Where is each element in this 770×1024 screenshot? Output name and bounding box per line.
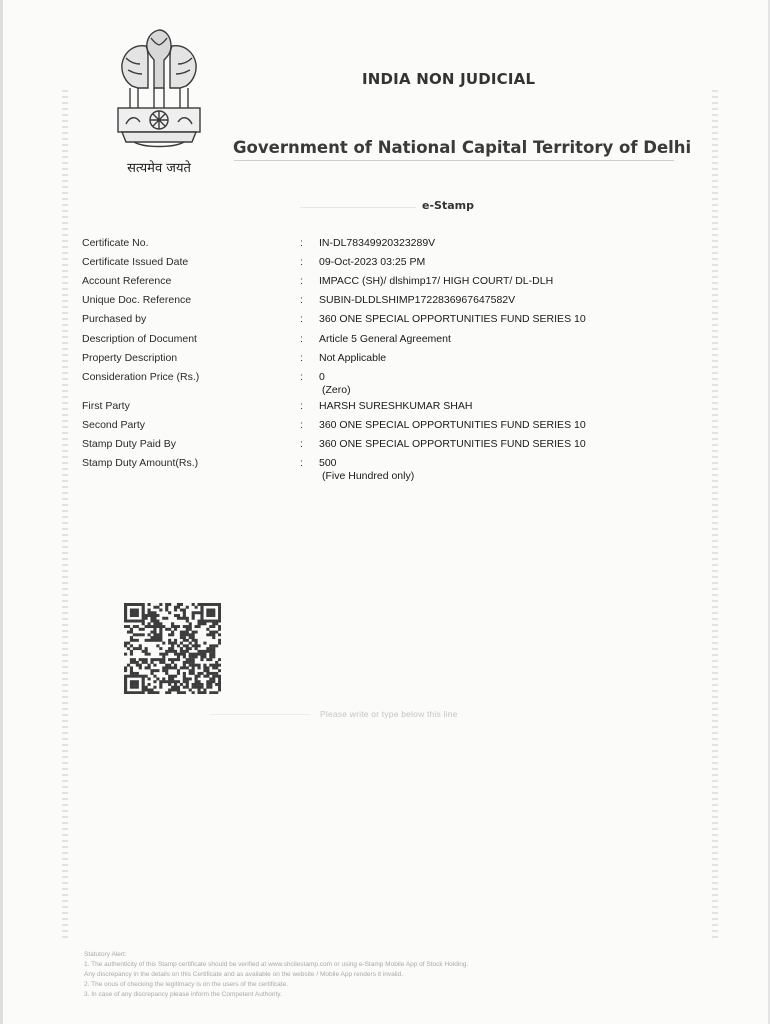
write-below-instruction: Please write or type below this line	[320, 709, 458, 719]
field-label: Stamp Duty Paid By	[82, 438, 176, 450]
field-label: Unique Doc. Reference	[82, 294, 192, 306]
left-security-strip	[62, 90, 68, 940]
government-name: Government of National Capital Territory of Delhi	[233, 138, 692, 157]
field-separator: :	[300, 313, 303, 325]
detail-row	[0, 333, 770, 353]
field-value: 360 ONE SPECIAL OPPORTUNITIES FUND SERIES 10	[319, 313, 586, 325]
detail-row	[0, 438, 770, 458]
field-label: Certificate No.	[82, 237, 149, 249]
field-value: 0	[319, 371, 325, 383]
detail-row	[0, 457, 770, 482]
field-value: Not Applicable	[319, 352, 387, 364]
field-label: Property Description	[82, 352, 178, 364]
field-separator: :	[300, 275, 303, 287]
field-separator: :	[300, 352, 303, 364]
field-value: Article 5 General Agreement	[319, 333, 451, 345]
field-value: 360 ONE SPECIAL OPPORTUNITIES FUND SERIES 10	[319, 419, 586, 431]
field-value: IN-DL78349920323289V	[319, 237, 436, 249]
field-value: 500	[319, 457, 337, 469]
field-label: Description of Document	[82, 333, 197, 345]
field-separator: :	[300, 294, 303, 306]
field-value: HARSH SURESHKUMAR SHAH	[319, 400, 473, 412]
field-value: SUBIN-DLDLSHIMP1722836967647582V	[319, 294, 516, 306]
statutory-line: 1. The authenticity of this Stamp certificate should be verified at www.shcilestamp.com or using e-Stamp Mobile App of Stock Holding.	[84, 961, 469, 968]
ashoka-lion-capital-icon	[104, 24, 214, 178]
page-title: INDIA NON JUDICIAL	[362, 70, 536, 88]
field-label: First Party	[82, 400, 130, 412]
field-value: 09-Oct-2023 03:25 PM	[319, 256, 426, 268]
field-separator: :	[300, 457, 303, 469]
detail-row	[0, 256, 770, 276]
detail-row	[0, 352, 770, 372]
detail-row	[0, 419, 770, 439]
field-label: Second Party	[82, 419, 146, 431]
field-separator: :	[300, 438, 303, 450]
field-value: 360 ONE SPECIAL OPPORTUNITIES FUND SERIES 10	[319, 438, 586, 450]
field-value: IMPACC (SH)/ dlshimp17/ HIGH COURT/ DL-DLH	[319, 275, 554, 287]
qr-code-icon	[124, 603, 221, 694]
detail-row	[0, 237, 770, 257]
field-subvalue: (Five Hundred only)	[322, 470, 415, 482]
detail-row	[0, 371, 770, 396]
field-label: Consideration Price (Rs.)	[82, 371, 200, 383]
field-separator: :	[300, 419, 303, 431]
national-motto: सत्यमेव जयते	[127, 161, 191, 176]
detail-row	[0, 400, 770, 420]
field-label: Account Reference	[82, 275, 172, 287]
field-separator: :	[300, 371, 303, 383]
field-label: Purchased by	[82, 313, 147, 325]
field-label: Stamp Duty Amount(Rs.)	[82, 457, 199, 469]
statutory-heading: Statutory Alert:	[84, 951, 127, 958]
detail-row	[0, 294, 770, 314]
detail-row	[0, 275, 770, 295]
field-label: Certificate Issued Date	[82, 256, 189, 268]
right-security-strip	[712, 90, 718, 940]
field-separator: :	[300, 237, 303, 249]
statutory-alert	[84, 950, 644, 1000]
statutory-line: Any discrepancy in the details on this Certificate and as available on the website / Mobile App renders it invalid.	[84, 971, 404, 978]
statutory-line: 2. The onus of checking the legitimacy is on the users of the certificate.	[84, 981, 289, 988]
divider	[300, 207, 416, 208]
field-separator: :	[300, 256, 303, 268]
document-type: e-Stamp	[422, 199, 474, 212]
divider	[234, 160, 674, 161]
detail-row	[0, 313, 770, 333]
statutory-line: 3. In case of any discrepancy please inform the Competent Authority.	[84, 991, 282, 998]
divider	[210, 714, 310, 715]
field-separator: :	[300, 400, 303, 412]
field-subvalue: (Zero)	[322, 384, 351, 396]
field-separator: :	[300, 333, 303, 345]
